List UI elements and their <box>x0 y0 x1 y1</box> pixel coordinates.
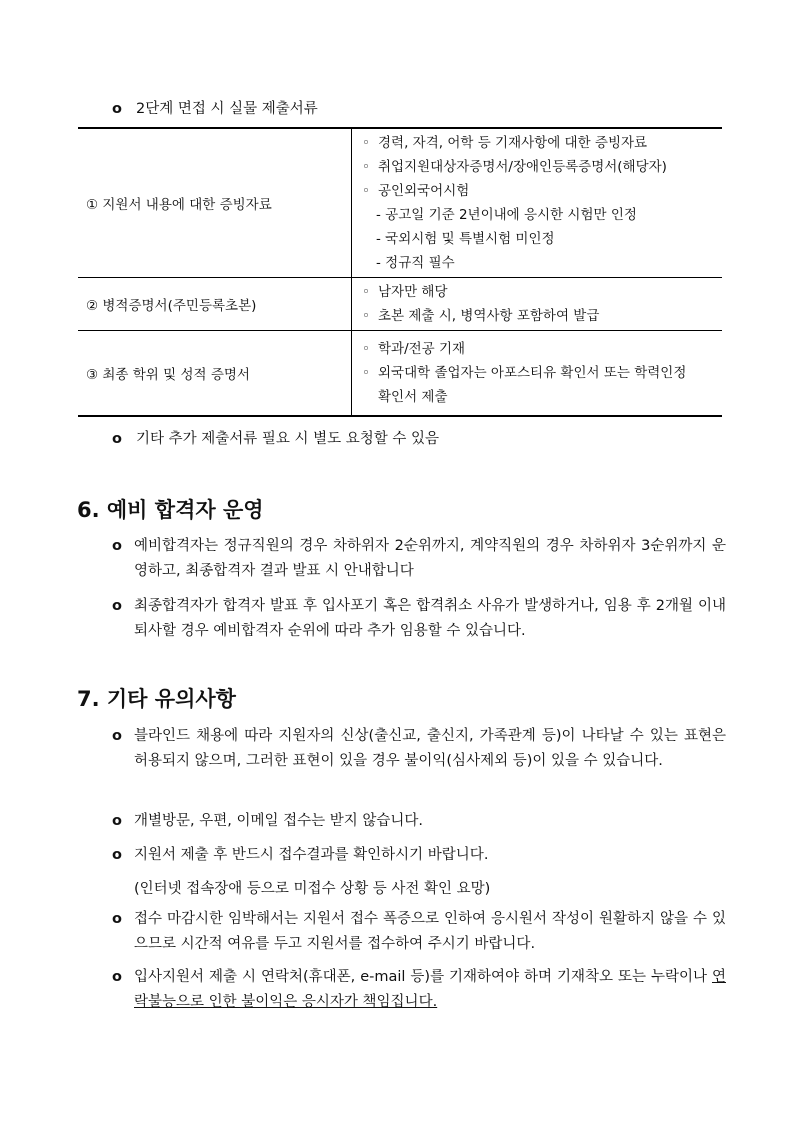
sub-item: - 공고일 기준 2년이내에 응시한 시험만 인정 <box>376 207 637 223</box>
section6-paragraph: o 예비합격자는 정규직원의 경우 차하위자 2순위까지, 계약직원의 경우 차하위자 3순위까지 운영하고, 최종합격자 결과 발표 시 안내합니다 <box>112 538 726 579</box>
stage2-title-text: 2단계 면접 시 실물 제출서류 <box>136 101 318 117</box>
section7-heading: 7. 기타 유의사항 <box>77 687 236 711</box>
table-row <box>78 331 722 417</box>
sub-item: - 국외시험 및 특별시험 미인정 <box>376 231 555 247</box>
list-item: ◦ 외국대학 졸업자는 아포스티유 확인서 또는 학력인정 <box>362 365 687 381</box>
section6-paragraph: o 최종합격자가 합격자 발표 후 입사포기 혹은 합격취소 사유가 발생하거나, 임용 후 2개월 이내 퇴사할 경우 예비합격자 순위에 따라 추가 임용할 수 있습니다. <box>112 598 726 639</box>
row-label: ① 지원서 내용에 대한 증빙자료 <box>78 128 352 278</box>
list-item-continuation: 확인서 제출 <box>378 389 448 405</box>
section7-note: (인터넷 접속장애 등으로 미접수 상황 등 사전 확인 요망) <box>134 881 491 897</box>
extra-docs-note: o 기타 추가 제출서류 필요 시 별도 요청할 수 있음 <box>112 431 440 447</box>
section6-heading: 6. 예비 합격자 운영 <box>77 498 264 522</box>
documents-table <box>78 127 722 417</box>
row-items <box>352 128 723 278</box>
list-item: ◦ 취업지원대상자증명서/장애인등록증명서(해당자) <box>362 159 667 175</box>
row-items <box>352 278 723 331</box>
stage2-title <box>112 99 318 119</box>
section7-paragraph: o 지원서 제출 후 반드시 접수결과를 확인하시기 바랍니다. <box>112 847 489 863</box>
section7-paragraph: o 접수 마감시한 임박해서는 지원서 접수 폭증으로 인하여 응시원서 작성이 원활하지 않을 수 있으므로 시간적 여유를 두고 지원서를 접수하여 주시기 바랍니다. <box>112 911 726 952</box>
section7-paragraph: o 블라인드 채용에 따라 지원자의 신상(출신교, 출신지, 가족관계 등)이 나타날 수 있는 표현은 허용되지 않으며, 그러한 표현이 있을 경우 불이익(심사제외 등)이 있을 수 있습니다. <box>112 728 726 769</box>
row-label: ③ 최종 학위 및 성적 증명서 <box>78 331 352 417</box>
section7-paragraph: o 입사지원서 제출 시 연락처(휴대폰, e-mail 등)를 기재하여야 하며 기재착오 또는 누락이나 연락불능으로 인한 불이익은 응시자가 책임집니다. <box>112 969 726 1010</box>
table-row <box>78 128 722 278</box>
row-items <box>352 331 723 417</box>
underlined-text: 연락불능으로 인한 불이익은 응시자가 책임집니다. <box>134 969 726 1010</box>
row-label: ② 병적증명서(주민등록초본) <box>78 278 352 331</box>
list-item: ◦ 학과/전공 기재 <box>362 341 466 357</box>
sub-item: - 정규직 필수 <box>376 255 455 271</box>
section7-paragraph: o 개별방문, 우편, 이메일 접수는 받지 않습니다. <box>112 813 423 829</box>
list-item: ◦ 초본 제출 시, 병역사항 포함하여 발급 <box>362 308 600 324</box>
list-item: ◦ 공인외국어시험 <box>362 183 470 199</box>
table-row <box>78 278 722 331</box>
bullet-mark: o <box>112 101 122 117</box>
list-item: ◦ 경력, 자격, 어학 등 기재사항에 대한 증빙자료 <box>362 135 648 151</box>
list-item: ◦ 남자만 해당 <box>362 284 448 300</box>
